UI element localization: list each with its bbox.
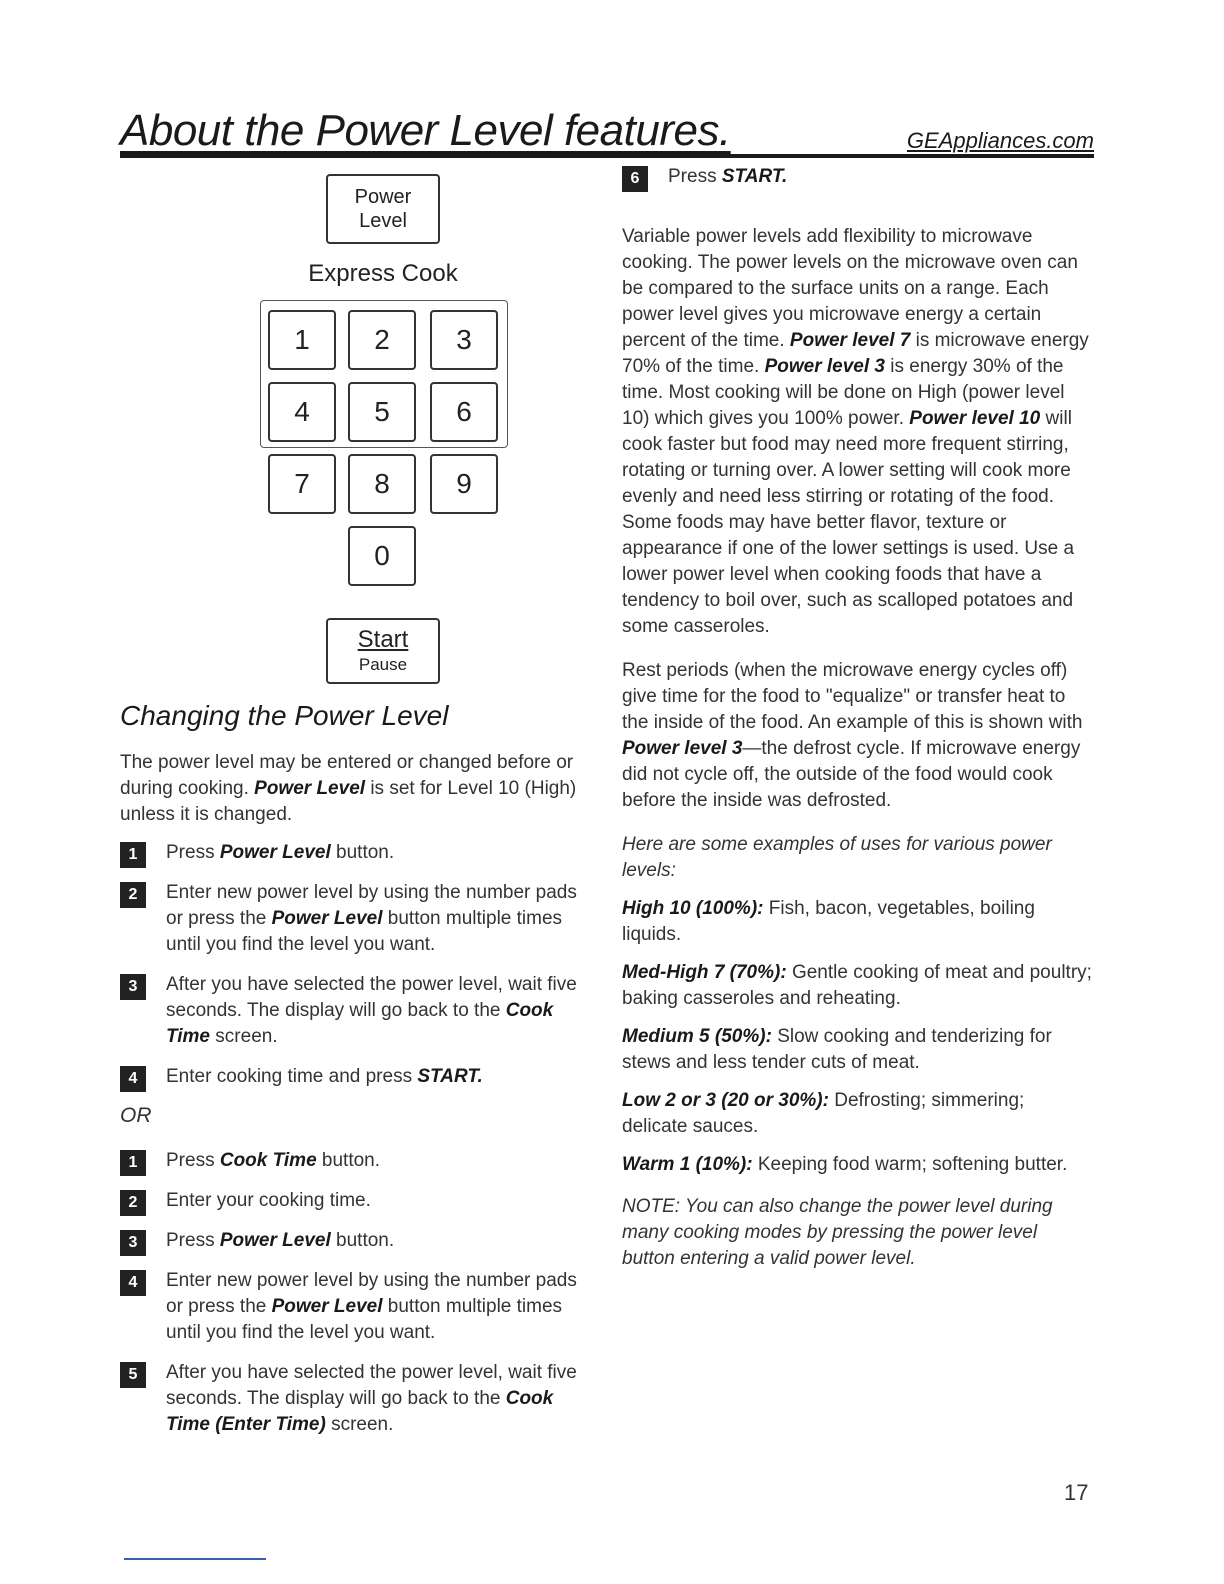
step-6: 6 Press START. <box>622 164 1094 190</box>
power-level-label-2: Level <box>359 210 407 232</box>
step-b1: 1 Press Cook Time button. <box>120 1148 590 1174</box>
digit-7-button[interactable]: 7 <box>268 454 336 514</box>
step-number: 2 <box>120 1190 146 1216</box>
digit-4-button[interactable]: 4 <box>268 382 336 442</box>
power-level-button[interactable] <box>326 174 440 244</box>
digit-5-button[interactable]: 5 <box>348 382 416 442</box>
step-number: 2 <box>120 882 146 908</box>
step-number: 3 <box>120 1230 146 1256</box>
step-b4: 4 Enter new power level by using the number pads or press the Power Level button multiple times until you find the level you want. <box>120 1268 590 1346</box>
pause-label: Pause <box>358 655 408 674</box>
note-paragraph: NOTE: You can also change the power level during many cooking modes by pressing the power level button entering a valid power level. <box>622 1196 1053 1269</box>
digit-3-button[interactable]: 3 <box>430 310 498 370</box>
variable-power-paragraph: Variable power levels add flexibility to microwave cooking. The power levels on the microwave oven can be compared to the surface units on a range. Each power level gives you microwave energy a certain percent of the time. Power level 7 is microwave energy 70% of the time. Power level 3 is energy 30% of the time. Most cooking will be done on High (power level 10) which gives you 100% power. Power level 10 will cook faster but food may need more frequent stirring, rotating or turning over. A lower setting will cook more evenly and need less stirring or rotating of the food. Some foods may have better flavor, texture or appearance if one of the lower settings is used. Use a lower power level when cooking foods that have a tendency to boil over, such as scalloped potatoes and some casseroles. <box>622 226 1089 637</box>
step-a4: 4 Enter cooking time and press START. <box>120 1064 590 1090</box>
express-cook-label: Express Cook <box>308 260 458 287</box>
page-header <box>120 106 1094 158</box>
note-label: NOTE: <box>622 1196 681 1217</box>
example-med-high: Med-High 7 (70%): Gentle cooking of meat and poultry; baking casseroles and reheating. <box>622 962 1092 1009</box>
step-b2: 2 Enter your cooking time. <box>120 1188 590 1214</box>
example-high: High 10 (100%): Fish, bacon, vegetables, boiling liquids. <box>622 898 1035 945</box>
start-pause-button[interactable] <box>326 618 440 684</box>
page-number: 17 <box>1064 1480 1089 1505</box>
step-number: 4 <box>120 1066 146 1092</box>
digit-6-button[interactable]: 6 <box>430 382 498 442</box>
step-number: 1 <box>120 1150 146 1176</box>
step-b3: 3 Press Power Level button. <box>120 1228 590 1254</box>
digit-1-button[interactable]: 1 <box>268 310 336 370</box>
right-column <box>622 164 1094 1284</box>
intro-paragraph: The power level may be entered or changed before or during cooking. Power Level is set for Level 10 (High) unless it is changed. <box>120 752 577 825</box>
step-a3: 3 After you have selected the power level, wait five seconds. The display will go back to the Cook Time screen. <box>120 972 590 1050</box>
step-a2: 2 Enter new power level by using the number pads or press the Power Level button multiple times until you find the level you want. <box>120 880 590 958</box>
example-warm: Warm 1 (10%): Keeping food warm; softening butter. <box>622 1154 1068 1175</box>
start-label: Start <box>357 626 409 653</box>
step-number: 4 <box>120 1270 146 1296</box>
or-separator: OR <box>120 1104 152 1127</box>
step-number: 3 <box>120 974 146 1000</box>
step-a1: 1 Press Power Level button. <box>120 840 590 866</box>
step-number: 5 <box>120 1362 146 1388</box>
example-low: Low 2 or 3 (20 or 30%): Defrosting; simmering; delicate sauces. <box>622 1090 1025 1137</box>
page-title: About the Power Level features. <box>120 106 731 155</box>
digit-0-button[interactable]: 0 <box>348 526 416 586</box>
site-url: GEAppliances.com <box>906 128 1094 153</box>
step-b5: 5 After you have selected the power level, wait five seconds. The display will go back to the Cook Time (Enter Time) screen. <box>120 1360 590 1438</box>
step-number: 1 <box>120 842 146 868</box>
digit-9-button[interactable]: 9 <box>430 454 498 514</box>
left-column <box>120 700 590 1452</box>
examples-intro: Here are some examples of uses for various power levels: <box>622 834 1052 881</box>
section-title: Changing the Power Level <box>120 700 449 731</box>
step-number: 6 <box>622 166 648 192</box>
footer-line <box>124 1558 266 1560</box>
digit-8-button[interactable]: 8 <box>348 454 416 514</box>
power-level-label-1: Power <box>354 186 412 208</box>
example-medium: Medium 5 (50%): Slow cooking and tenderizing for stews and less tender cuts of meat. <box>622 1026 1052 1073</box>
rest-periods-paragraph: Rest periods (when the microwave energy cycles off) give time for the food to "equalize" or transfer heat to the inside of the food. An example of this is shown with Power level 3—the defrost cycle. If microwave energy did not cycle off, the outside of the food would cook before the inside was defrosted. <box>622 660 1083 811</box>
digit-2-button[interactable]: 2 <box>348 310 416 370</box>
